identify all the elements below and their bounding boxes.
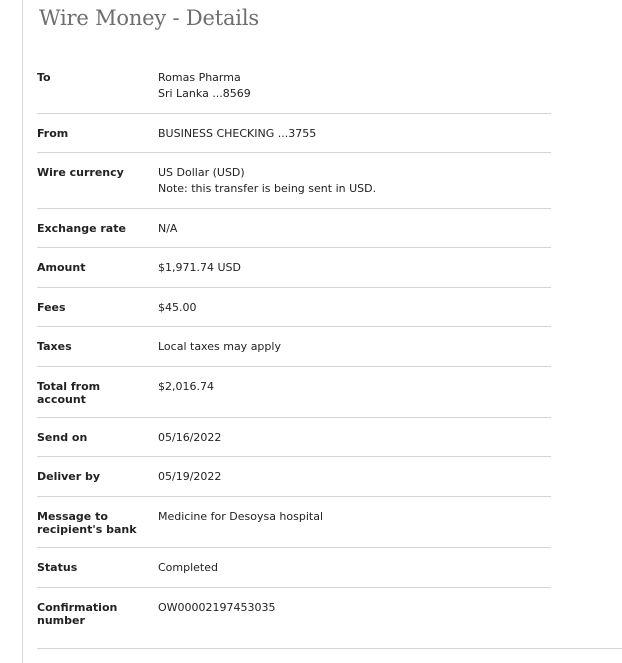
detail-row-taxes	[37, 327, 551, 367]
detail-value	[158, 430, 548, 446]
detail-row-deliver-by	[37, 457, 551, 497]
wire-details-list	[37, 58, 551, 638]
detail-label: Message to recipient's bank	[37, 510, 137, 536]
detail-label: Taxes	[37, 340, 72, 353]
detail-value	[158, 221, 548, 237]
detail-label: From	[37, 127, 69, 140]
left-border	[22, 0, 23, 663]
taxes-value: Local taxes may apply	[158, 340, 281, 353]
detail-row-wire-currency	[37, 153, 551, 209]
detail-label: Total from account	[37, 380, 101, 406]
status-value: Completed	[158, 561, 218, 574]
detail-value	[158, 339, 548, 355]
detail-row-total-from-account	[37, 367, 551, 418]
detail-label: Wire currency	[37, 166, 124, 179]
detail-value	[158, 469, 548, 485]
detail-label: Deliver by	[37, 470, 101, 483]
detail-value	[158, 70, 548, 102]
confirmation-number: OW00002197453035	[158, 601, 276, 614]
detail-label: Amount	[37, 261, 86, 274]
bank-message: Medicine for Desoysa hospital	[158, 510, 324, 523]
detail-label: To	[37, 71, 51, 84]
send-date: 05/16/2022	[158, 431, 222, 444]
delivery-date: 05/19/2022	[158, 470, 222, 483]
detail-label: Send on	[37, 431, 88, 444]
currency-note: Note: this transfer is being sent in USD.	[158, 182, 377, 195]
detail-row-to	[37, 58, 551, 114]
source-account: BUSINESS CHECKING ...3755	[158, 127, 317, 140]
detail-row-status	[37, 548, 551, 588]
detail-value	[158, 260, 548, 276]
detail-row-from	[37, 114, 551, 153]
recipient-account: Sri Lanka ...8569	[158, 87, 251, 100]
page-title: Wire Money - Details	[39, 6, 259, 30]
detail-label: Exchange rate	[37, 222, 126, 235]
detail-row-send-on	[37, 418, 551, 457]
total-value: $2,016.74	[158, 380, 214, 393]
detail-label: Confirmation number	[37, 601, 118, 627]
detail-value	[158, 560, 548, 576]
detail-label: Fees	[37, 301, 66, 314]
currency-name: US Dollar (USD)	[158, 166, 245, 179]
detail-row-confirmation-number	[37, 588, 551, 638]
detail-value	[158, 509, 548, 525]
detail-label: Status	[37, 561, 78, 574]
detail-value	[158, 600, 548, 616]
exchange-rate-value: N/A	[158, 222, 178, 235]
detail-row-message-to-bank	[37, 497, 551, 548]
detail-value	[158, 165, 548, 197]
detail-row-fees	[37, 288, 551, 327]
amount-value: $1,971.74 USD	[158, 261, 241, 274]
detail-value	[158, 126, 548, 142]
detail-row-exchange-rate	[37, 209, 551, 248]
detail-value	[158, 300, 548, 316]
detail-row-amount	[37, 248, 551, 288]
recipient-name: Romas Pharma	[158, 71, 241, 84]
bottom-divider	[37, 648, 622, 649]
fees-value: $45.00	[158, 301, 197, 314]
detail-value	[158, 379, 548, 395]
